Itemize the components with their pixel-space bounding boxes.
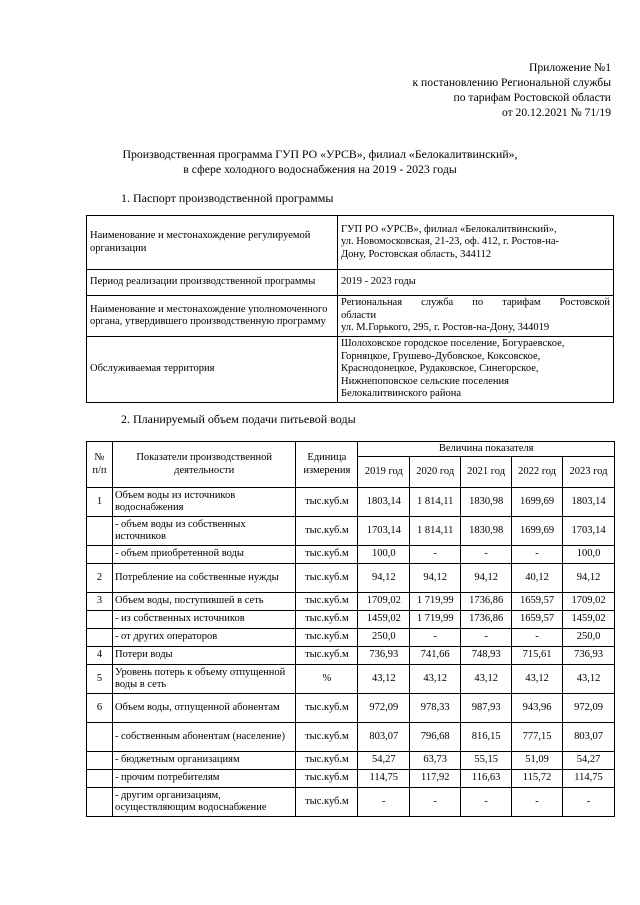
header-year: 2020 год — [410, 457, 461, 488]
table-row — [87, 629, 615, 647]
row-value: 94,12 — [461, 564, 512, 593]
row-value: 43,12 — [461, 665, 512, 694]
row-number — [87, 752, 113, 770]
value-line: Шолоховское городское поселение, Богураевское, — [341, 338, 565, 350]
row-unit: тыс.куб.м — [296, 694, 358, 723]
row-value: 972,09 — [358, 694, 410, 723]
header-year: 2019 год — [358, 457, 410, 488]
row-unit: % — [296, 665, 358, 694]
table-row — [87, 788, 615, 817]
row-value: 816,15 — [461, 723, 512, 752]
row-value: - — [410, 629, 461, 647]
table-row — [87, 723, 615, 752]
row-value: - — [461, 629, 512, 647]
row-number — [87, 629, 113, 647]
value-line: Горняцкое, Грушево-Дубовское, Коксовское, — [341, 350, 541, 362]
row-value: 715,61 — [512, 647, 563, 665]
row-value: 43,12 — [410, 665, 461, 694]
passport-value — [338, 337, 614, 403]
passport-label: Период реализации производственной программы — [87, 270, 338, 296]
row-indicator: Объем воды, отпущенной абонентам — [112, 694, 295, 723]
row-value: 1709,02 — [358, 593, 410, 611]
row-value: 94,12 — [410, 564, 461, 593]
row-value: - — [512, 546, 563, 564]
row-value: 1 814,11 — [410, 488, 461, 517]
table-row — [87, 216, 614, 270]
row-value: 115,72 — [512, 770, 563, 788]
row-unit: тыс.куб.м — [296, 647, 358, 665]
passport-value — [338, 296, 614, 337]
row-number — [87, 723, 113, 752]
header-year: 2022 год — [512, 457, 563, 488]
passport-label: Обслуживаемая территория — [87, 337, 338, 403]
row-value: 1736,86 — [461, 593, 512, 611]
header-year: 2023 год — [563, 457, 615, 488]
row-value: - — [512, 788, 563, 817]
row-indicator: Объем воды из источников водоснабжения — [112, 488, 295, 517]
table-row — [87, 593, 615, 611]
row-value: 1459,02 — [563, 611, 615, 629]
passport-value: 2019 - 2023 годы — [338, 270, 614, 296]
volume-table — [86, 441, 615, 817]
row-value: 736,93 — [358, 647, 410, 665]
row-indicator: Уровень потерь к объему отпущенной воды в сеть — [112, 665, 295, 694]
row-number: 3 — [87, 593, 113, 611]
row-number — [87, 770, 113, 788]
row-unit: тыс.куб.м — [296, 629, 358, 647]
row-indicator: - бюджетным организациям — [112, 752, 295, 770]
row-value: 1703,14 — [358, 517, 410, 546]
document-title — [0, 147, 640, 177]
row-value: 1659,57 — [512, 611, 563, 629]
row-value: - — [358, 788, 410, 817]
table-row — [87, 517, 615, 546]
row-indicator: - собственным абонентам (население) — [112, 723, 295, 752]
row-value: 94,12 — [563, 564, 615, 593]
row-number — [87, 517, 113, 546]
table-row — [87, 665, 615, 694]
value-line: ГУП РО «УРСВ», филиал «Белокалитвинский», — [341, 223, 557, 235]
row-value: 803,07 — [563, 723, 615, 752]
row-number: 4 — [87, 647, 113, 665]
row-value: 117,92 — [410, 770, 461, 788]
row-value: 43,12 — [512, 665, 563, 694]
row-value: 43,12 — [358, 665, 410, 694]
value-line: Краснодонецкое, Рудаковское, Синегорское, — [341, 363, 539, 375]
row-value: 972,09 — [563, 694, 615, 723]
row-value: 1803,14 — [563, 488, 615, 517]
row-value: 748,93 — [461, 647, 512, 665]
row-value: 40,12 — [512, 564, 563, 593]
row-indicator: Потери воды — [112, 647, 295, 665]
row-unit: тыс.куб.м — [296, 593, 358, 611]
row-number — [87, 546, 113, 564]
table-header-row — [87, 442, 615, 457]
row-value: 1 719,99 — [410, 611, 461, 629]
row-unit: тыс.куб.м — [296, 517, 358, 546]
value-line: Нижнепоповское сельские поселения — [341, 375, 509, 387]
appendix-block — [413, 60, 612, 120]
row-value: 114,75 — [563, 770, 615, 788]
appendix-line: по тарифам Ростовской области — [453, 91, 611, 104]
row-value: 1699,69 — [512, 517, 563, 546]
row-indicator: - объем воды из собственных источников — [112, 517, 295, 546]
value-line: ул. Новомосковская, 21-23, оф. 412, г. Ростов-на- — [341, 236, 560, 248]
row-value: 1703,14 — [563, 517, 615, 546]
row-indicator: - другим организациям, осуществляющим водоснабжение — [112, 788, 295, 817]
row-unit: тыс.куб.м — [296, 752, 358, 770]
row-number: 1 — [87, 488, 113, 517]
title-line: в сфере холодного водоснабжения на 2019 - 2023 годы — [183, 162, 457, 176]
row-value: 796,68 — [410, 723, 461, 752]
passport-table — [86, 215, 614, 403]
value-line: области — [341, 309, 377, 321]
row-value: 250,0 — [563, 629, 615, 647]
row-value: - — [410, 788, 461, 817]
row-value: 94,12 — [358, 564, 410, 593]
section1-heading: 1. Паспорт производственной программы — [121, 191, 334, 205]
row-value: 1459,02 — [358, 611, 410, 629]
row-value: 1830,98 — [461, 488, 512, 517]
table-row — [87, 694, 615, 723]
row-value: 1699,69 — [512, 488, 563, 517]
row-unit: тыс.куб.м — [296, 488, 358, 517]
row-value: 1 719,99 — [410, 593, 461, 611]
row-value: 943,96 — [512, 694, 563, 723]
row-unit: тыс.куб.м — [296, 546, 358, 564]
row-indicator: - объем приобретенной воды — [112, 546, 295, 564]
row-value: 803,07 — [358, 723, 410, 752]
appendix-line: Приложение №1 — [529, 61, 611, 74]
header-num: № п/п — [87, 442, 113, 488]
value-line: Белокалитвинского района — [341, 388, 461, 400]
row-number: 6 — [87, 694, 113, 723]
header-indicator: Показатели производственной деятельности — [112, 442, 295, 488]
row-value: 100,0 — [563, 546, 615, 564]
value-line: Региональная служба по тарифам Ростовской — [341, 297, 610, 309]
table-row — [87, 270, 614, 296]
header-year: 2021 год — [461, 457, 512, 488]
value-line: Дону, Ростовская область, 344112 — [341, 248, 492, 260]
row-unit: тыс.куб.м — [296, 770, 358, 788]
row-indicator: - прочим потребителям — [112, 770, 295, 788]
row-indicator: Объем воды, поступившей в сеть — [112, 593, 295, 611]
table-row — [87, 337, 614, 403]
table-row — [87, 488, 615, 517]
row-value: 1736,86 — [461, 611, 512, 629]
row-unit: тыс.куб.м — [296, 723, 358, 752]
header-unit: Единица измерения — [296, 442, 358, 488]
row-unit: тыс.куб.м — [296, 788, 358, 817]
section2-heading: 2. Планируемый объем подачи питьевой воды — [121, 412, 356, 426]
row-value: 777,15 — [512, 723, 563, 752]
row-value: 1709,02 — [563, 593, 615, 611]
row-number — [87, 611, 113, 629]
row-indicator: - от других операторов — [112, 629, 295, 647]
passport-value — [338, 216, 614, 270]
row-value: 978,33 — [410, 694, 461, 723]
row-value: 1 814,11 — [410, 517, 461, 546]
table-row — [87, 296, 614, 337]
row-number: 2 — [87, 564, 113, 593]
row-value: 116,63 — [461, 770, 512, 788]
passport-label: Наименование и местонахождение уполномоченного органа, утвердившего производственную программу — [87, 296, 338, 337]
row-value: - — [512, 629, 563, 647]
row-value: 741,66 — [410, 647, 461, 665]
row-value: 54,27 — [563, 752, 615, 770]
row-value: 250,0 — [358, 629, 410, 647]
row-value: 1659,57 — [512, 593, 563, 611]
row-value: 43,12 — [563, 665, 615, 694]
appendix-line: к постановлению Региональной службы — [412, 76, 611, 89]
row-value: 1803,14 — [358, 488, 410, 517]
header-value-group: Величина показателя — [358, 442, 615, 457]
row-indicator: - из собственных источников — [112, 611, 295, 629]
row-value: 736,93 — [563, 647, 615, 665]
row-value: 987,93 — [461, 694, 512, 723]
row-number — [87, 788, 113, 817]
row-value: 1830,98 — [461, 517, 512, 546]
row-value: 51,09 — [512, 752, 563, 770]
table-row — [87, 564, 615, 593]
row-value: - — [410, 546, 461, 564]
table-row — [87, 752, 615, 770]
row-value: 63,73 — [410, 752, 461, 770]
title-line: Производственная программа ГУП РО «УРСВ», филиал «Белокалитвинский», — [122, 147, 518, 161]
row-indicator: Потребление на собственные нужды — [112, 564, 295, 593]
table-row — [87, 770, 615, 788]
row-value: - — [461, 546, 512, 564]
row-value: 114,75 — [358, 770, 410, 788]
row-value: 54,27 — [358, 752, 410, 770]
row-value: 55,15 — [461, 752, 512, 770]
table-row — [87, 546, 615, 564]
row-unit: тыс.куб.м — [296, 564, 358, 593]
value-line: ул. М.Горького, 295, г. Ростов-на-Дону, 344019 — [341, 322, 550, 334]
row-value: - — [563, 788, 615, 817]
row-number: 5 — [87, 665, 113, 694]
row-value: 100,0 — [358, 546, 410, 564]
table-row — [87, 647, 615, 665]
row-unit: тыс.куб.м — [296, 611, 358, 629]
passport-label: Наименование и местонахождение регулируемой организации — [87, 216, 338, 270]
appendix-line: от 20.12.2021 № 71/19 — [501, 106, 611, 119]
row-value: - — [461, 788, 512, 817]
table-row — [87, 611, 615, 629]
